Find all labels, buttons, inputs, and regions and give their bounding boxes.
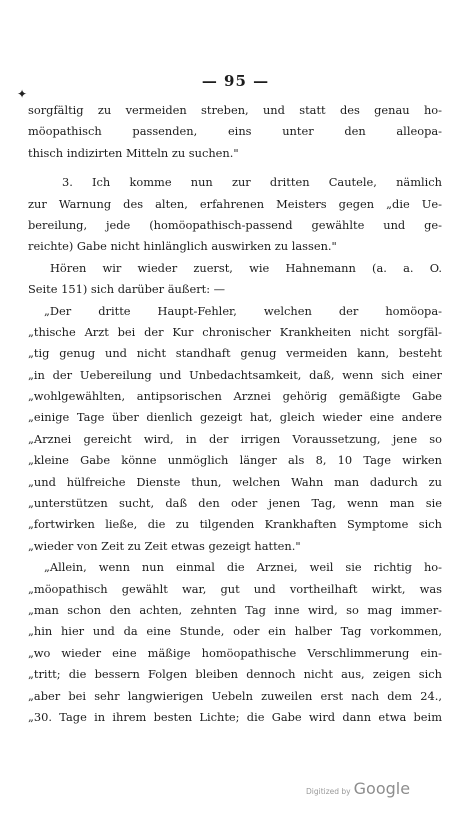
text-line: thisch indizirten Mitteln zu suchen." <box>28 145 239 160</box>
text-line: „tritt; die bessern Folgen bleiben dennoch nicht aus, zeigen sich <box>28 667 442 682</box>
text-line: „30. Tage in ihrem besten Lichte; die Gabe wird dann etwa beim <box>28 709 442 724</box>
margin-mark: ✦ <box>17 87 28 101</box>
page-number-header: — 95 — <box>201 72 270 90</box>
page-body <box>28 100 442 728</box>
text-line: „einige Tage über dienlich gezeigt hat, gleich wieder eine andere <box>28 410 442 425</box>
text-line: „Arznei gereicht wird, in der irrigen Voraussetzung, jene so <box>28 431 442 446</box>
text-line: zur Warnung des alten, erfahrenen Meisters gegen „die Ue- <box>28 196 442 211</box>
text-line: bereilung, jede (homöopathisch-passend gewählte und ge- <box>28 217 442 232</box>
text-line: „wohlgewählten, antipsorischen Arznei gehörig gemäßigte Gabe <box>28 389 442 404</box>
text-line: Hören wir wieder zuerst, wie Hahnemann (a. a. O. <box>50 260 442 275</box>
digitization-watermark <box>306 779 410 798</box>
text-line: „Allein, wenn nun einmal die Arznei, weil sie richtig ho- <box>44 560 442 575</box>
text-line: sorgfältig zu vermeiden streben, und statt des genau ho- <box>28 103 442 117</box>
text-line: „aber bei sehr langwierigen Uebeln zuweilen erst nach dem 24., <box>28 688 442 703</box>
text-line: „man schon den achten, zehnten Tag inne wird, so mag immer- <box>28 602 442 617</box>
text-line: „wo wieder eine mäßige homöopathische Verschlimmerung ein- <box>28 645 442 660</box>
google-wordmark: Google <box>353 779 411 798</box>
text-line: „unterstützen sucht, daß den oder jenen Tag, wenn man sie <box>28 496 442 511</box>
text-line: „kleine Gabe könne unmöglich länger als 8, 10 Tage wirken <box>28 453 442 468</box>
paragraph-gap <box>28 164 442 172</box>
text-line: „wieder von Zeit zu Zeit etwas gezeigt hatten." <box>28 538 301 553</box>
digitized-by-label: Digitized by <box>306 787 351 796</box>
text-line: möopathisch passenden, eins unter den alleopa- <box>28 124 442 139</box>
text-line: Seite 151) sich darüber äußert: — <box>28 282 226 297</box>
text-line: „in der Uebereilung und Unbedachtsamkeit, daß, wenn sich einer <box>28 367 442 382</box>
text-line: „thische Arzt bei der Kur chronischer Krankheiten nicht sorgfäl- <box>28 324 442 339</box>
text-line: „tig genug und nicht standhaft genug vermeiden kann, besteht <box>28 346 442 361</box>
text-line: „möopathisch gewählt war, gut und vortheilhaft wirkt, was <box>28 581 442 596</box>
text-line: „Der dritte Haupt-Fehler, welchen der homöopa- <box>44 303 442 318</box>
text-line: reichte) Gabe nicht hinlänglich auswirken zu lassen." <box>28 239 337 254</box>
text-line: „hin hier und da eine Stunde, oder ein halber Tag vorkommen, <box>28 624 442 639</box>
text-line: 3. Ich komme nun zur dritten Cautele, nämlich <box>62 175 442 190</box>
text-line: „fortwirken ließe, die zu tilgenden Krankhaften Symptome sich <box>28 517 442 532</box>
text-line: „und hülfreiche Dienste thun, welchen Wahn man dadurch zu <box>28 474 442 489</box>
